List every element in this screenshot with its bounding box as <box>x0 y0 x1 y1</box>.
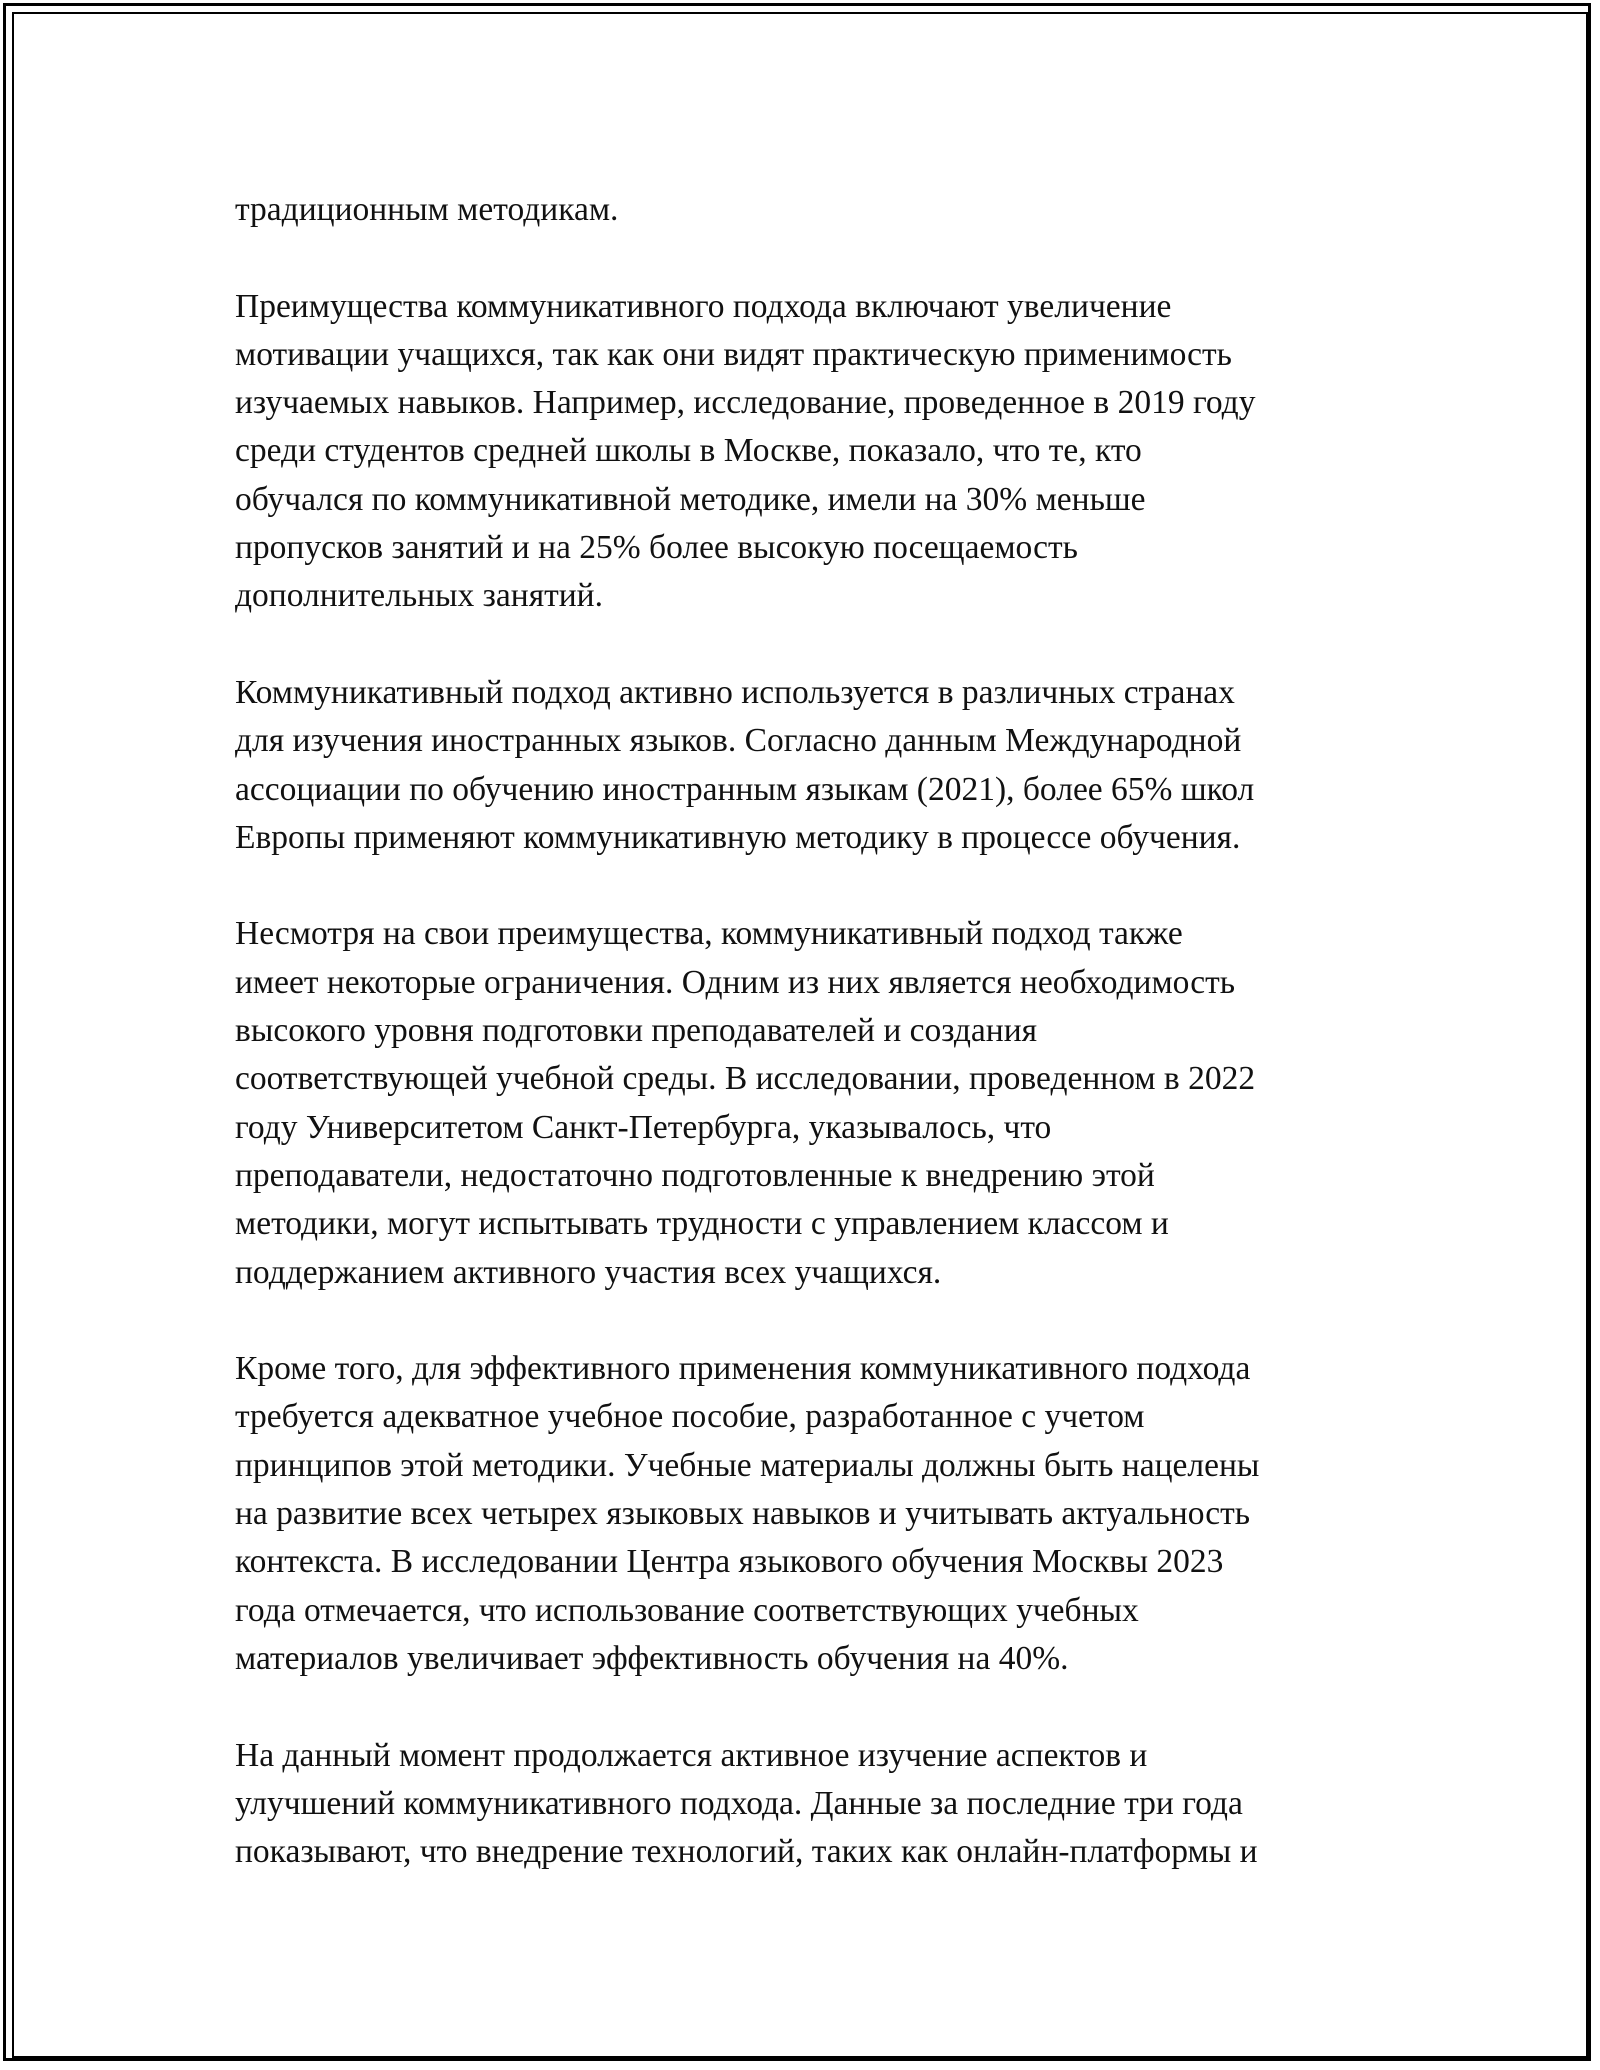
paragraph: На данный момент продолжается активное изучение аспектов и улучшений коммуникативного подхода. Данные за последние три года показывают, что внедрение технологий, таких как онлайн-платформы и <box>235 1736 1258 1871</box>
paragraph: Несмотря на свои преимущества, коммуникативный подход также имеет некоторые ограничения. Одним из них является необходимость высокого уровня подготовки преподавателей и создания соответствующей учебной среды. В исследовании, проведенном в 2022 году Университетом Санкт-Петербурга, указывалось, что преподаватели, недостаточно подготовленные к внедрению этой методики, могут испытывать трудности с управлением классом и поддержанием активного участия всех учащихся. <box>235 915 1256 1291</box>
paragraph: традиционным методикам. <box>235 191 619 228</box>
paragraph: Преимущества коммуникативного подхода включают увеличение мотивации учащихся, так как они видят практическую применимость изучаемых навыков. Например, исследование, проведенное в 2019 году среди студентов средней школы в Москве, показало, что те, кто обучался по коммуникативной методике, имели на 30% меньше пропусков занятий и на 25% более высокую посещаемость дополнительных занятий. <box>235 287 1256 615</box>
document-body <box>235 186 1395 1925</box>
paragraph: Коммуникативный подход активно используется в различных странах для изучения иностранных языков. Согласно данным Международной ассоциации по обучению иностранным языкам (2021), более 65% школ Европы применяют коммуникативную методику в процессе обучения. <box>235 673 1255 856</box>
paragraph: Кроме того, для эффективного применения коммуникативного подхода требуется адекватное учебное пособие, разработанное с учетом принципов этой методики. Учебные материалы должны быть нацелены на развитие всех четырех языковых навыков и учитывать актуальность контекста. В исследовании Центра языкового обучения Москвы 2023 года отмечается, что использование соответствующих учебных материалов увеличивает эффективность обучения на 40%. <box>235 1350 1260 1677</box>
